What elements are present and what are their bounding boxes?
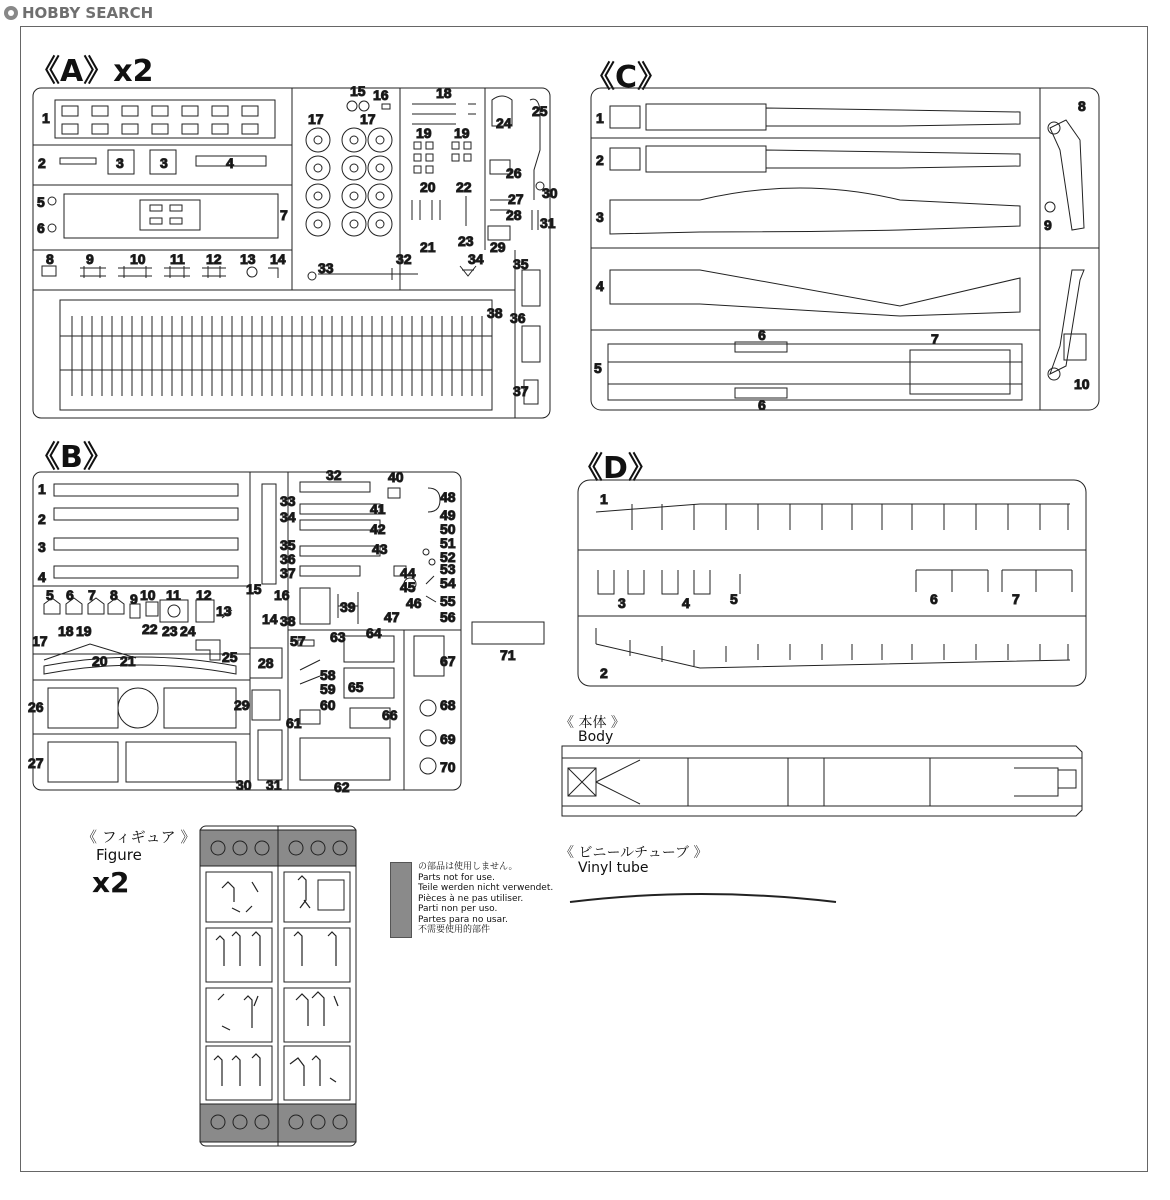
- part-a17-wheels: [306, 128, 392, 236]
- part-label: 16: [373, 87, 389, 103]
- note-line: Parti non per uso.: [418, 904, 498, 914]
- note-line: Pièces à ne pas utiliser.: [418, 893, 524, 904]
- part-label: 61: [286, 715, 302, 731]
- part-label: 38: [487, 305, 503, 321]
- part-a31: [532, 210, 538, 230]
- part-label: 19: [416, 125, 432, 141]
- part-label: 1: [38, 481, 46, 497]
- part-label: 46: [406, 595, 422, 611]
- part-d1: [596, 504, 1070, 512]
- part-label: 70: [440, 759, 456, 775]
- part-label: 22: [142, 621, 158, 637]
- part-label: 3: [116, 155, 124, 171]
- part-a29: [488, 226, 510, 240]
- part-d4: [662, 570, 710, 594]
- part-a1: [55, 100, 275, 138]
- part-b31: [258, 730, 282, 780]
- part-d-pins: [596, 504, 1068, 666]
- vinyl-label-jp: 《 ビニールチューブ 》: [560, 845, 708, 861]
- part-label: 5: [730, 591, 738, 607]
- part-b27: [48, 742, 236, 782]
- sprue-a-label: 《A》x2: [30, 54, 154, 89]
- note-line: Partes para no usar.: [418, 914, 508, 925]
- part-label: 6: [758, 327, 766, 343]
- part-label: 57: [290, 633, 306, 649]
- part-label: 24: [496, 115, 512, 131]
- part-label: 49: [440, 507, 456, 523]
- part-a7: [64, 194, 278, 238]
- part-label: 58: [320, 667, 336, 683]
- part-label: 32: [396, 251, 412, 267]
- part-label: 37: [280, 565, 296, 581]
- part-label: 2: [600, 665, 608, 681]
- part-label: 32: [326, 467, 342, 483]
- part-label: 68: [440, 697, 456, 713]
- figure-label-en: Figure: [96, 846, 142, 864]
- part-label: 5: [46, 587, 54, 603]
- part-label: 28: [258, 655, 274, 671]
- part-a10: [118, 266, 152, 278]
- part-label: 8: [46, 251, 54, 267]
- part-label: 3: [38, 539, 46, 555]
- part-label: 17: [308, 111, 324, 127]
- part-label: 7: [1012, 591, 1020, 607]
- figure-sprue: [200, 826, 356, 1146]
- sprue-b-label: 《B》: [30, 440, 113, 475]
- part-label: 13: [240, 251, 256, 267]
- part-label: 36: [510, 310, 526, 326]
- body-label-en: Body: [578, 729, 614, 745]
- part-label: 11: [166, 587, 181, 603]
- part-label: 4: [226, 155, 234, 171]
- part-label: 10: [130, 251, 146, 267]
- part-label: 26: [28, 699, 44, 715]
- part-label: 19: [454, 125, 470, 141]
- part-label: 66: [382, 707, 398, 723]
- part-label: 1: [600, 491, 608, 507]
- part-label: 54: [440, 575, 456, 591]
- part-label: 1: [596, 110, 604, 126]
- part-label: 6: [930, 591, 938, 607]
- part-label: 8: [1078, 98, 1086, 114]
- sprue-c-label: 《C》: [585, 60, 668, 95]
- part-label: 20: [92, 653, 108, 669]
- part-d6: [916, 570, 988, 592]
- body-part: [562, 746, 1082, 816]
- part-label: 38: [280, 613, 296, 629]
- part-label: 3: [596, 209, 604, 225]
- part-label: 31: [266, 777, 282, 793]
- part-b25: [196, 640, 220, 660]
- part-label: 65: [348, 679, 364, 695]
- part-label: 56: [440, 609, 456, 625]
- part-label: 34: [468, 251, 484, 267]
- part-a14: [268, 268, 278, 278]
- part-a19: [414, 142, 471, 173]
- watermark-text: HOBBY SEARCH: [22, 4, 154, 22]
- part-label: 59: [320, 681, 336, 697]
- body-label-jp: 《 本体 》: [560, 715, 625, 731]
- part-label: 13: [216, 603, 232, 619]
- part-a2: [60, 158, 96, 164]
- note-line: Teile werden nicht verwendet.: [418, 883, 554, 893]
- part-label: 7: [280, 207, 288, 223]
- sprue-c: [591, 88, 1099, 413]
- figure-label-jp: 《 フィギュア 》: [82, 828, 196, 846]
- part-b71: [472, 622, 544, 644]
- part-label: 8: [110, 587, 118, 603]
- figure-silhouettes: [214, 876, 338, 1086]
- part-label: 24: [180, 623, 196, 639]
- part-label: 47: [384, 609, 400, 625]
- part-label: 21: [420, 239, 436, 255]
- vinyl-tube: [570, 894, 836, 902]
- sprue-d-label: 《D》: [573, 451, 658, 486]
- part-label: 29: [490, 239, 506, 255]
- part-label: 67: [440, 653, 456, 669]
- part-label: 25: [222, 649, 238, 665]
- part-label: 9: [86, 251, 94, 267]
- part-label: 15: [350, 83, 366, 99]
- part-label: 18: [58, 623, 74, 639]
- part-label: 19: [76, 623, 92, 639]
- part-label: 53: [440, 561, 456, 577]
- part-label: 12: [206, 251, 222, 267]
- part-label: 15: [246, 581, 262, 597]
- part-label: 7: [931, 331, 939, 347]
- part-label: 35: [280, 537, 296, 553]
- part-a18: [412, 104, 476, 124]
- part-label: 27: [508, 191, 524, 207]
- sprue-d: [578, 480, 1086, 686]
- part-label: 63: [330, 629, 346, 645]
- part-a34: [460, 266, 476, 276]
- part-label: 69: [440, 731, 456, 747]
- part-label: 33: [280, 493, 296, 509]
- part-label: 3: [618, 595, 626, 611]
- part-label: 2: [38, 511, 46, 527]
- part-label: 6: [758, 397, 766, 413]
- part-label: 60: [320, 697, 336, 713]
- part-label: 1: [42, 110, 50, 126]
- part-label: 10: [1074, 376, 1090, 392]
- part-label: 20: [420, 179, 436, 195]
- part-label: 21: [120, 653, 136, 669]
- part-a5: [48, 197, 56, 205]
- part-label: 4: [596, 278, 604, 294]
- part-label: 29: [234, 697, 250, 713]
- part-c3: [610, 188, 1020, 234]
- part-label: 51: [440, 535, 456, 551]
- part-d2: [596, 644, 1070, 668]
- part-b1-4-rails: [54, 484, 238, 578]
- part-label: 52: [440, 549, 456, 565]
- part-label: 12: [196, 587, 212, 603]
- part-label: 71: [500, 647, 516, 663]
- vinyl-label-en: Vinyl tube: [578, 860, 649, 876]
- part-label: 2: [596, 152, 604, 168]
- part-label: 23: [458, 233, 474, 249]
- note-line: Parts not for use.: [418, 872, 495, 883]
- part-label: 10: [140, 587, 156, 603]
- part-label: 31: [540, 215, 556, 231]
- part-label: 5: [594, 360, 602, 376]
- part-c4: [610, 270, 1020, 316]
- part-label: 64: [366, 625, 382, 641]
- part-label: 37: [513, 383, 529, 399]
- part-label: 55: [440, 593, 456, 609]
- part-label: 3: [160, 155, 168, 171]
- part-d3: [598, 570, 644, 594]
- part-label: 33: [318, 260, 334, 276]
- part-label: 48: [440, 489, 456, 505]
- part-label: 4: [682, 595, 690, 611]
- part-label: 6: [66, 587, 74, 603]
- part-label: 9: [130, 591, 138, 607]
- sprue-a: [33, 83, 558, 418]
- part-a6: [48, 224, 56, 232]
- part-label: 4: [38, 569, 46, 585]
- part-label: 16: [274, 587, 290, 603]
- part-label: 30: [542, 185, 558, 201]
- part-a20-21: [412, 200, 440, 220]
- part-label: 43: [372, 541, 388, 557]
- part-label: 6: [37, 220, 45, 236]
- part-c2-barrel: [610, 146, 1020, 172]
- part-a11: [164, 266, 190, 278]
- part-label: 50: [440, 521, 456, 537]
- part-c8-10: [1045, 120, 1086, 380]
- part-label: 9: [1044, 217, 1052, 233]
- note-line: の部品は使用しません。: [418, 862, 518, 872]
- part-d7: [1002, 570, 1072, 592]
- part-label: 14: [262, 611, 278, 627]
- part-a38: [60, 300, 492, 410]
- part-label: 62: [334, 779, 350, 795]
- part-label: 34: [280, 509, 296, 525]
- part-a9: [80, 266, 106, 278]
- part-label: 14: [270, 251, 286, 267]
- part-b26: [48, 688, 236, 728]
- part-label: 2: [38, 155, 46, 171]
- part-label: 18: [436, 85, 452, 101]
- part-label: 27: [28, 755, 44, 771]
- part-label: 17: [360, 111, 376, 127]
- part-label: 7: [88, 587, 96, 603]
- part-label: 17: [32, 633, 48, 649]
- part-c5-frame: [608, 342, 1022, 400]
- part-label: 44: [400, 565, 416, 581]
- part-label: 11: [170, 251, 185, 267]
- part-label: 36: [280, 551, 296, 567]
- part-a8: [42, 266, 56, 276]
- part-label: 30: [236, 777, 252, 793]
- part-a13: [247, 267, 257, 277]
- part-label: 26: [506, 165, 522, 181]
- part-label: 35: [513, 256, 529, 272]
- part-label: 40: [388, 469, 404, 485]
- part-label: 39: [340, 599, 356, 615]
- part-label: 25: [532, 103, 548, 119]
- part-label: 23: [162, 623, 178, 639]
- figure-count: x2: [92, 866, 130, 899]
- sprue-b: [28, 467, 544, 795]
- part-label: 42: [370, 521, 386, 537]
- part-c1-barrel: [610, 104, 1020, 130]
- part-b29: [252, 690, 280, 720]
- part-b14-16: [262, 484, 276, 584]
- part-label: 28: [506, 207, 522, 223]
- part-label: 41: [370, 501, 386, 517]
- part-label: 5: [37, 194, 45, 210]
- part-b20: [44, 657, 236, 674]
- part-a12: [202, 266, 226, 278]
- part-b57-66: [298, 636, 394, 780]
- part-label: 22: [456, 179, 472, 195]
- part-label: 45: [400, 579, 416, 595]
- note-line: 不需要使用的部件: [418, 925, 491, 935]
